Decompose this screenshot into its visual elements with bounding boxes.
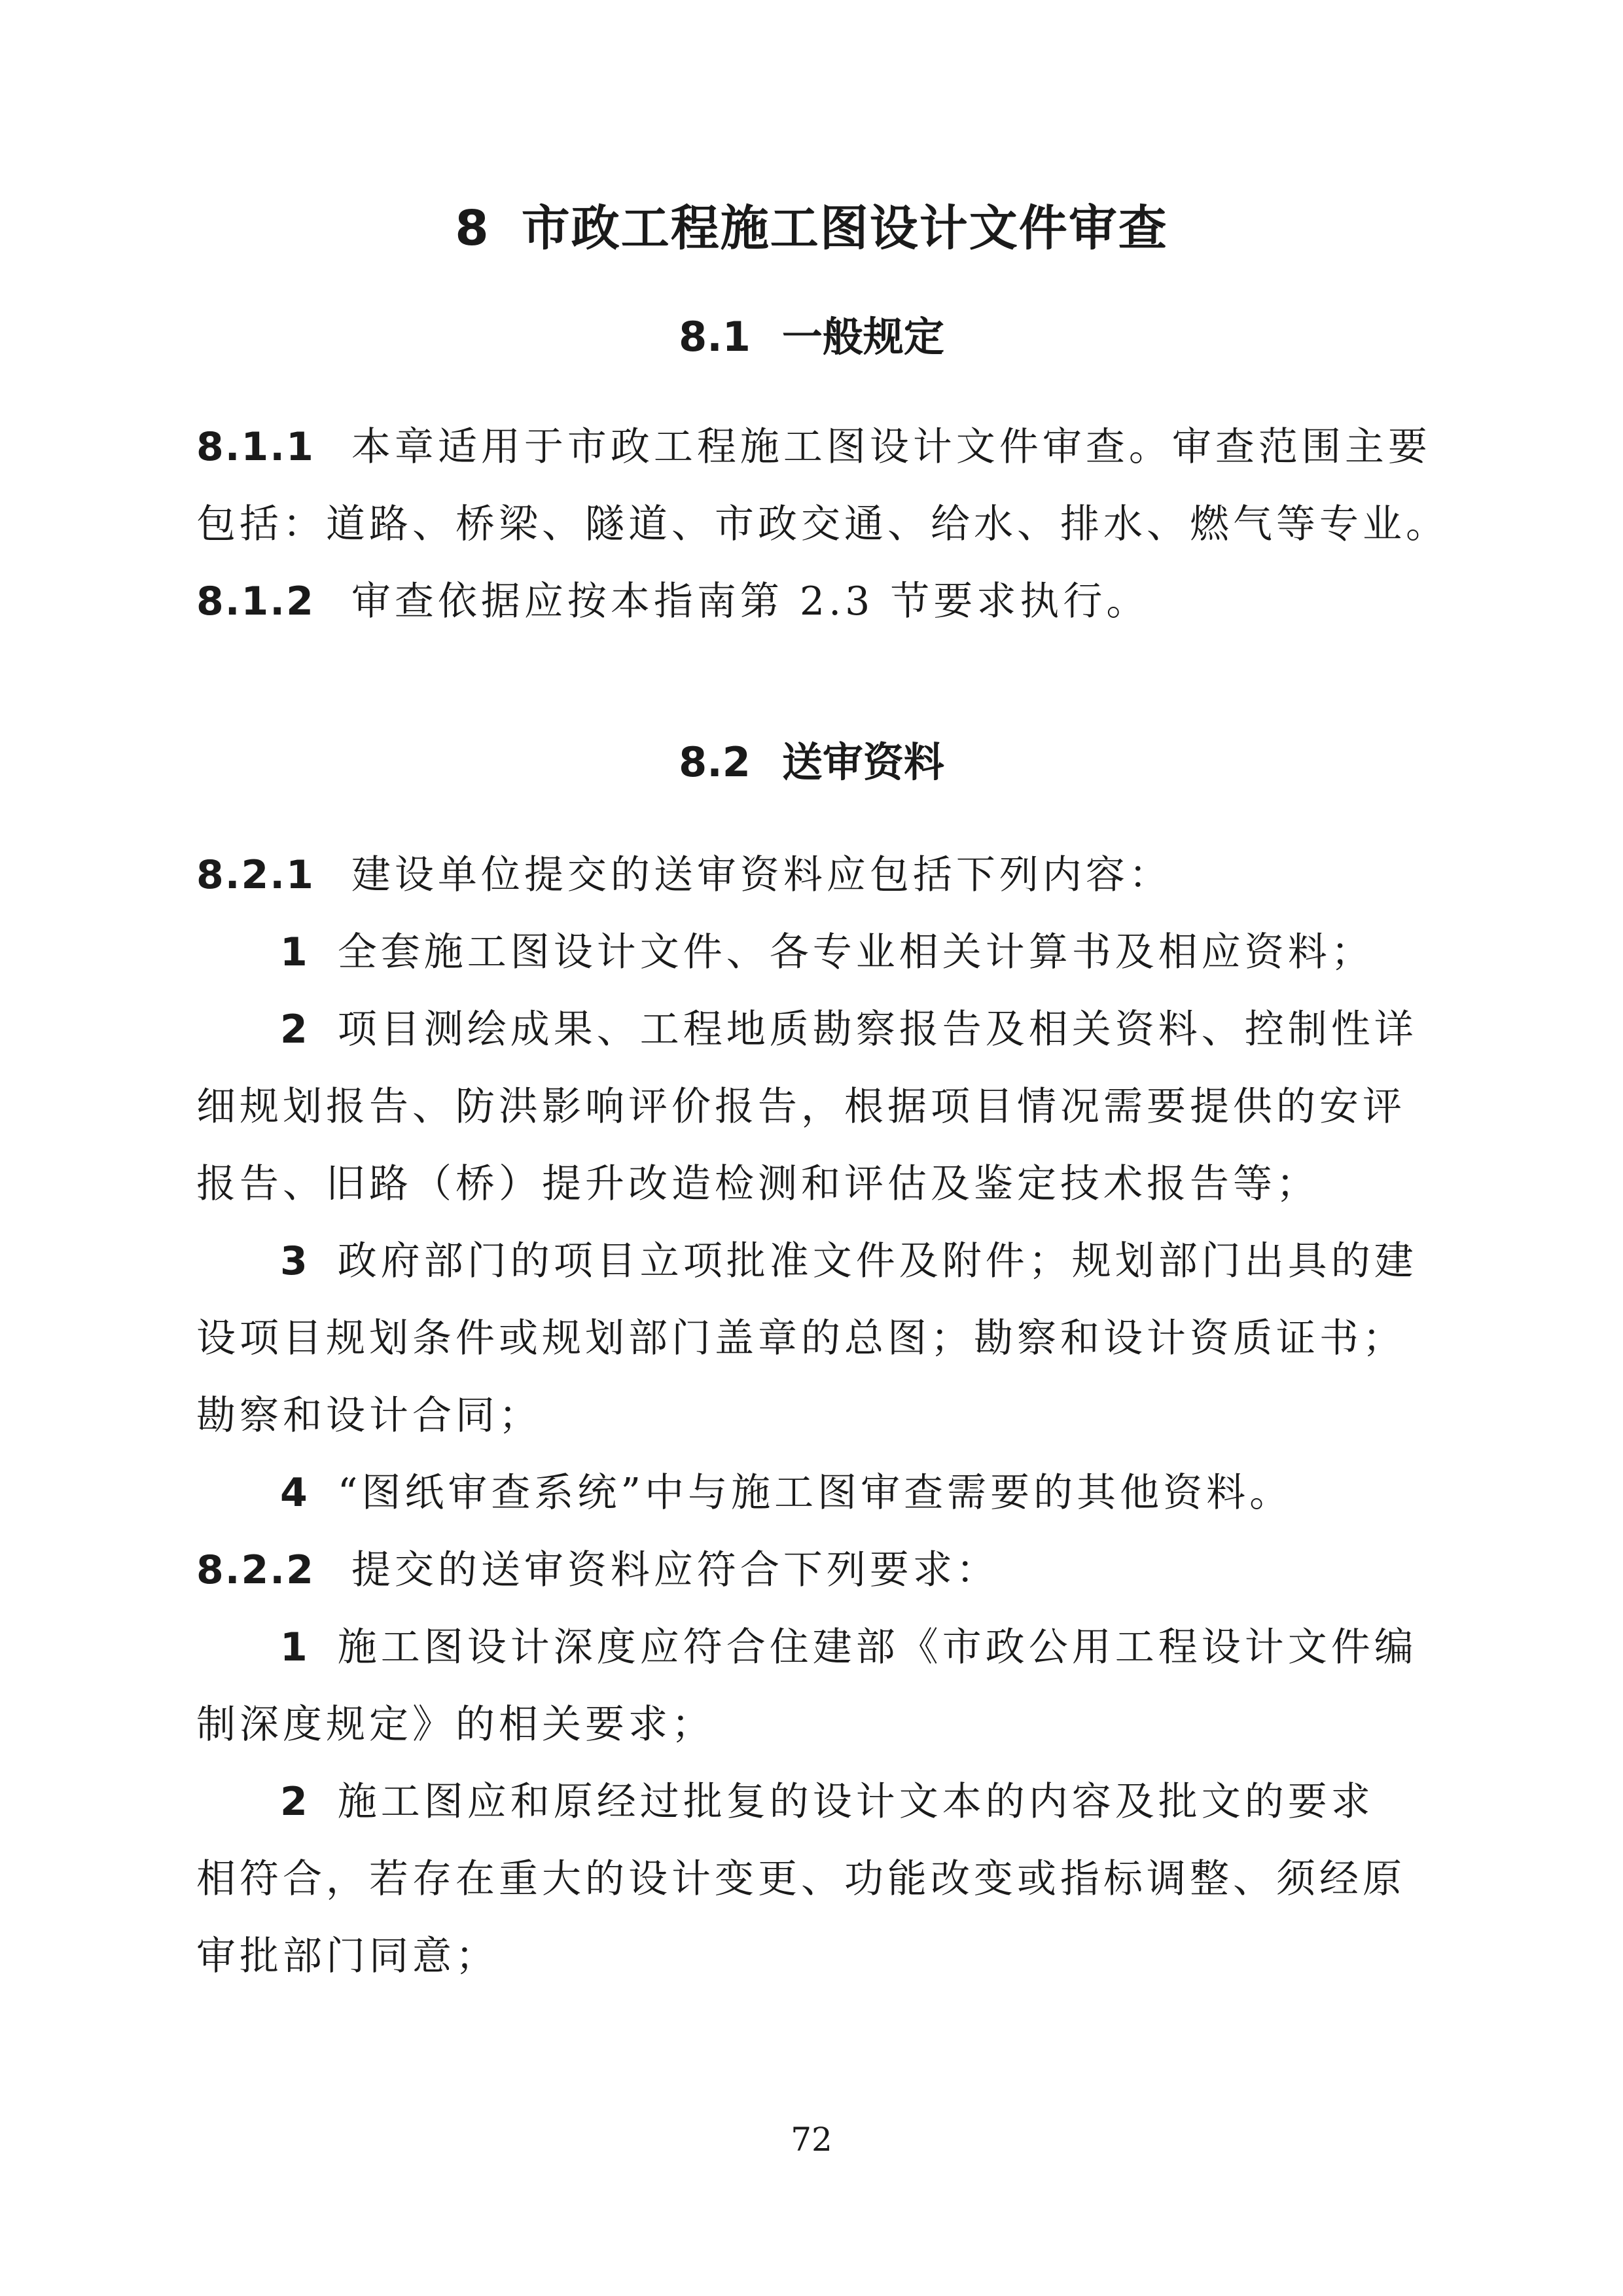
clause-text: 本章适用于市政工程施工图设计文件审查。审查范围主要: [351, 424, 1431, 470]
item-8-2-2-2-line-3: [196, 1933, 1440, 1979]
item-8-2-1-2-line-2: [196, 1084, 1440, 1130]
item-8-2-2-1-line-1: [196, 1624, 1440, 1670]
clause-number: 8.2.2: [196, 1547, 315, 1593]
item-number: 2: [280, 1007, 308, 1052]
section-title-text: 送审资料: [781, 738, 944, 786]
item-text: 相符合，若存在重大的设计变更、功能改变或指标调整、须经原: [196, 1856, 1406, 1902]
section-title-text: 一般规定: [781, 313, 944, 361]
clause-number: 8.1.2: [196, 579, 315, 624]
item-8-2-1-4-line-1: [196, 1470, 1440, 1516]
item-8-2-1-2-line-3: [196, 1161, 1440, 1207]
clause-text: 提交的送审资料应符合下列要求：: [351, 1547, 999, 1593]
item-number: 1: [280, 1624, 308, 1670]
item-text: 审批部门同意；: [196, 1933, 499, 1979]
item-text: 细规划报告、防洪影响评价报告，根据项目情况需要提供的安评: [196, 1084, 1406, 1130]
item-text: 报告、旧路（桥）提升改造检测和评估及鉴定技术报告等；: [196, 1161, 1319, 1207]
item-number: 1: [280, 929, 308, 975]
clause-number: 8.2.1: [196, 852, 315, 898]
item-8-2-2-1-line-2: [196, 1702, 1440, 1748]
item-8-2-1-3-line-1: [196, 1238, 1440, 1284]
item-text: “图纸审查系统”中与施工图审查需要的其他资料。: [337, 1470, 1293, 1516]
clause-text: 包括：道路、桥梁、隧道、市政交通、给水、排水、燃气等专业。: [196, 501, 1449, 547]
chapter-title: [0, 190, 1623, 259]
clause-text: 建设单位提交的送审资料应包括下列内容：: [351, 852, 1172, 898]
item-8-2-2-2-line-1: [196, 1779, 1440, 1825]
item-8-2-1-3-line-2: [196, 1316, 1440, 1361]
section-title-8-1: [0, 304, 1623, 363]
item-text: 制深度规定》的相关要求；: [196, 1702, 715, 1748]
chapter-number: 8: [455, 200, 490, 257]
clause-8-2-2-line-1: [196, 1547, 1440, 1593]
item-text: 政府部门的项目立项批准文件及附件；规划部门出具的建: [337, 1238, 1418, 1284]
clause-text: 审查依据应按本指南第 2.3 节要求执行。: [351, 579, 1150, 624]
item-text: 施工图设计深度应符合住建部《市政公用工程设计文件编: [337, 1624, 1418, 1670]
section-number: 8.1: [679, 313, 751, 361]
item-number: 3: [280, 1238, 308, 1284]
clause-number: 8.1.1: [196, 424, 315, 470]
clause-8-1-2-line-1: [196, 579, 1440, 624]
chapter-title-text: 市政工程施工图设计文件审查: [521, 200, 1168, 257]
section-number: 8.2: [679, 738, 751, 786]
item-text: 施工图应和原经过批复的设计文本的内容及批文的要求: [337, 1779, 1374, 1825]
item-8-2-1-1-line-1: [196, 929, 1440, 975]
item-text: 勘察和设计合同；: [196, 1393, 542, 1439]
clause-8-1-1-line-2: [196, 501, 1449, 547]
item-text: 设项目规划条件或规划部门盖章的总图；勘察和设计资质证书；: [196, 1316, 1406, 1361]
item-8-2-2-2-line-2: [196, 1856, 1440, 1902]
item-text: 全套施工图设计文件、各专业相关计算书及相应资料；: [337, 929, 1374, 975]
item-8-2-1-3-line-3: [196, 1393, 1440, 1439]
item-text: 项目测绘成果、工程地质勘察报告及相关资料、控制性详: [337, 1007, 1418, 1052]
clause-8-1-1-line-1: [196, 424, 1440, 470]
item-number: 4: [280, 1470, 308, 1516]
item-number: 2: [280, 1779, 308, 1825]
clause-8-2-1-line-1: [196, 852, 1440, 898]
section-title-8-2: [0, 730, 1623, 788]
page-number: 72: [791, 2121, 832, 2159]
item-8-2-1-2-line-1: [196, 1007, 1440, 1052]
